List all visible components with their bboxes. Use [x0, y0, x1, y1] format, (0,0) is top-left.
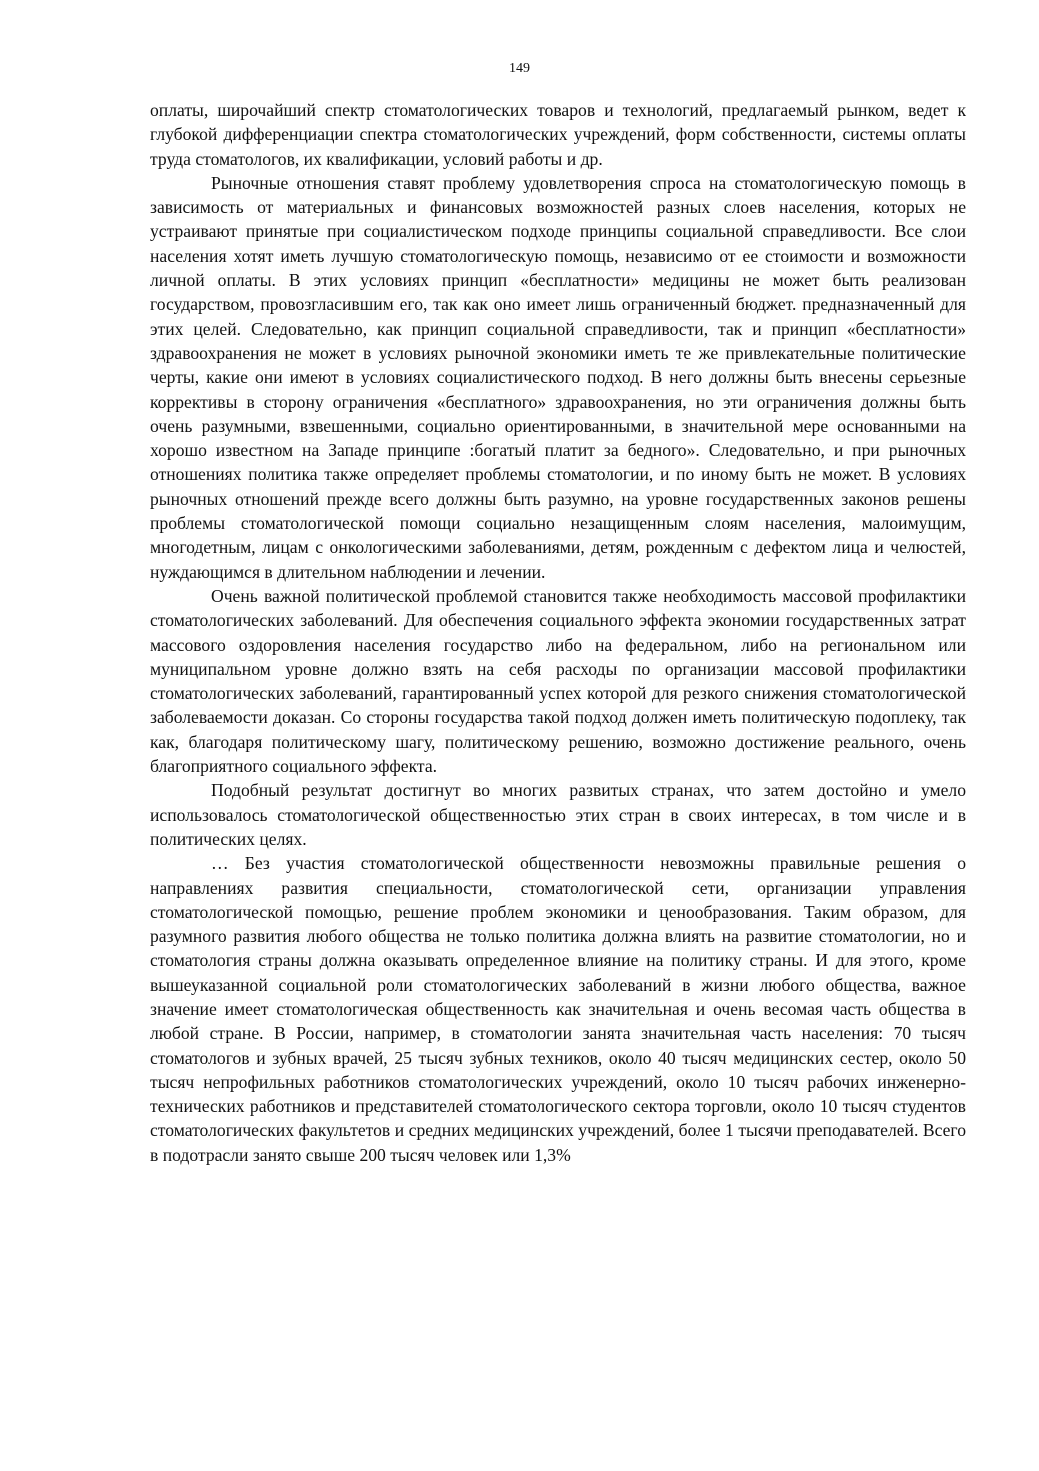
page-number: 149	[509, 61, 530, 76]
paragraph-5: … Без участия стоматологической общественности невозможны правильные решения о направлениях развития специальности, стоматологической сети, организации управления стоматологической помощью, решение проблем экономики и ценообразования. Таким образом, для разумного развития любого общества не только политика должна влиять на развитие стоматологии, но и стоматология страны должна оказывать определенное влияние на политику страны. И для этого, кроме вышеуказанной социальной роли стоматологических заболеваний в жизни любого общества, важное значение имеет стоматологическая общественность как значительная и очень весомая часть общества в любой стране. В России, например, в стоматологии занята значительная часть населения: 70 тысяч стоматологов и зубных врачей, 25 тысяч зубных техников, около 40 тысяч медицинских сестер, около 50 тысяч непрофильных работников стоматологических учреждений, около 10 тысяч рабочих инженерно-технических работников и представителей стоматологического сектора торговли, около 10 тысяч студентов стоматологических факультетов и средних медицинских учреждений, более 1 тысячи преподавателей. Всего в подотрасли занято свыше 200 тысяч человек или 1,3%	[150, 853, 966, 1165]
paragraph-2: Рыночные отношения ставят проблему удовлетворения спроса на стоматологическую помощь в зависимость от материальных и финансовых возможностей разных слоев населения, которых не устраивают принятые при социалистическом подходе принципы социальной справедливости. Все слои населения хотят иметь лучшую стоматологическую помощь, независимо от ее стоимости и возможности личной оплаты. В этих условиях принцип «бесплатности» медицины не может быть реализован государством, провозгласившим его, так как оно имеет лишь ограниченный бюджет. предназначенный для этих целей. Следовательно, как принцип социальной справедливости, так и принцип «бесплатности» здравоохранения не может в условиях рыночной экономики иметь те же привлекательные политические черты, какие они имеют в условиях социалистического подход. В него должны быть внесены серьезные коррективы в сторону ограничения «бесплатного» здравоохранения, но эти ограничения должны быть очень разумными, взвешенными, социально ориентированными, в значительной мере основанными на хорошо известном на Западе принципе :богатый платит за бедного». Следовательно, и при рыночных отношениях политика также определяет проблемы стоматологии, и по иному быть не может. В условиях рыночных отношений прежде всего должны быть разумно, на уровне государственных законов решены проблемы стоматологической помощи социально незащищенным слоям населения, малоимущим, многодетным, лицам с онкологическими заболеваниями, детям, рожденным с дефектом лица и челюстей, нуждающимся в длительном наблюдении и лечении.	[150, 172, 966, 582]
paragraph-1: оплаты, широчайший спектр стоматологических товаров и технологий, предлагаемый рынком, ведет к глубокой дифференциации спектра стоматологических учреждений, форм собственности, системы оплаты труда стоматологов, их квалификации, условий работы и др.	[150, 100, 966, 169]
body-text	[150, 98, 966, 1167]
paragraph-4: Подобный результат достигнут во многих развитых странах, что затем достойно и умело использовалось стоматологической общественностью этих стран в своих интересах, в том числе и в политических целях.	[150, 780, 966, 849]
paragraph-3: Очень важной политической проблемой становится также необходимость массовой профилактики стоматологических заболеваний. Для обеспечения социального эффекта экономии государственных затрат массового оздоровления населения государство либо на федеральном, либо на региональном или муниципальном уровне должно взять на себя расходы по организации массовой профилактики стоматологических заболеваний, гарантированный успех которой для резкого снижения стоматологической заболеваемости доказан. Со стороны государства такой подход должен иметь политическую подоплеку, так как, благодаря политическому шагу, политическому решению, возможно достижение реального, очень благоприятного социального эффекта.	[150, 585, 966, 777]
